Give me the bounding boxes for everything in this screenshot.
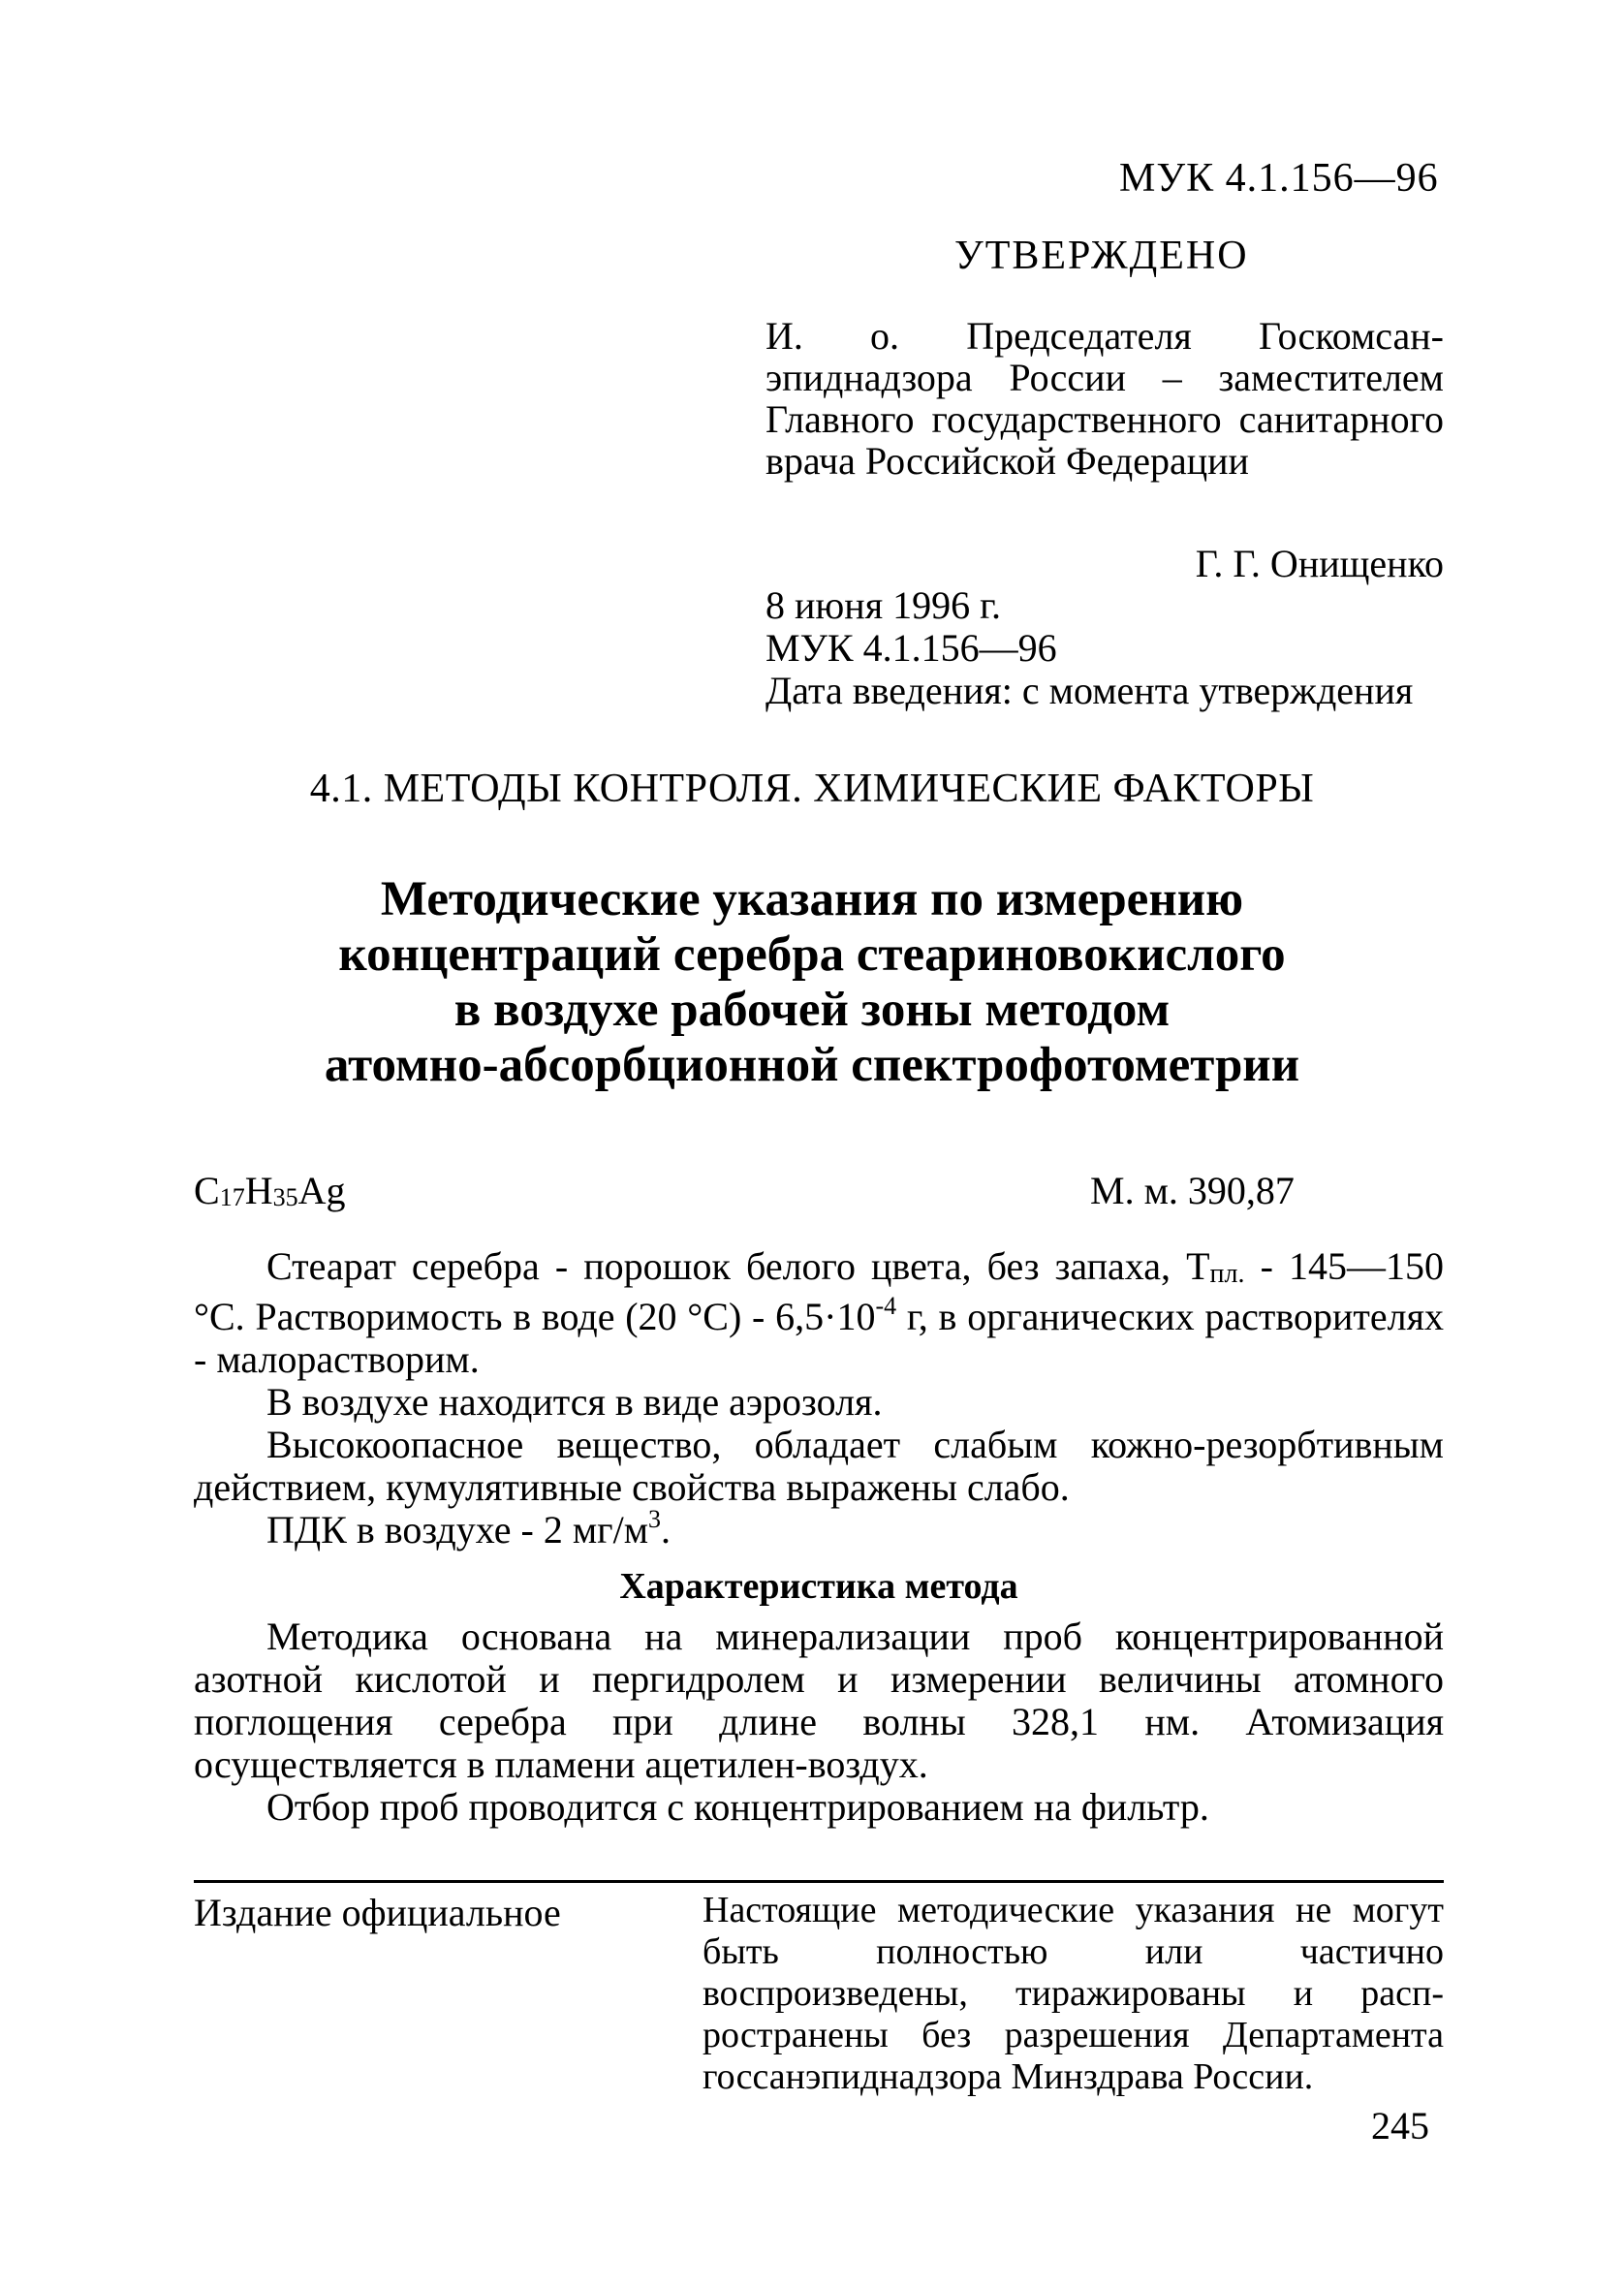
formula-index: 35 <box>272 1183 298 1211</box>
section-title: 4.1. МЕТОДЫ КОНТРОЛЯ. ХИМИЧЕСКИЕ ФАКТОРЫ <box>309 767 1315 811</box>
text-subscript: пл. <box>1209 1259 1245 1289</box>
text-run: . <box>661 1508 671 1552</box>
paragraph-method: Методика основана на минерализации проб концентрированной азотной кислотой и пергидролем и измерении величины атомного поглощения серебра при длине волны 328,1 нм. Атомизация осуществляется в пламени ацетилен-воздух. <box>194 1615 1444 1786</box>
edition-label: Издание официальное <box>194 1891 561 1934</box>
formula-element: C <box>194 1169 220 1212</box>
text-superscript: 3 <box>648 1505 662 1533</box>
formula-element: H <box>244 1169 273 1212</box>
paragraph-mac <box>194 1505 1444 1552</box>
text-run: - 145—150 °С. Растворимость в воде (20 °С) - 6,5·10 <box>194 1244 1444 1338</box>
molecular-mass: М. м. 390,87 <box>1090 1169 1295 1212</box>
chemical-formula <box>194 1168 345 1213</box>
text-superscript: -4 <box>875 1292 897 1320</box>
page-number: 245 <box>1371 2104 1429 2148</box>
paragraph-sampling: Отбор проб проводится с концентрированием на фильтр. <box>266 1785 1209 1829</box>
main-title <box>0 872 1624 1093</box>
formula-element: Ag <box>297 1169 346 1212</box>
approver-position: И. о. Председателя Госкомсанэпиднадзора России – заместителем Главного государственного санитарного врача Российской Федерации <box>765 314 1444 483</box>
approval-date: 8 июня 1996 г. <box>765 583 1001 627</box>
main-title-line: Методические указания по измерению <box>380 872 1244 926</box>
approval-stamp: УТВЕРЖДЕНО <box>954 234 1249 278</box>
main-title-line: в воздухе рабочей зоны методом <box>453 983 1171 1037</box>
footer-divider <box>194 1880 1444 1883</box>
formula-index: 17 <box>219 1183 245 1211</box>
document-code: МУК 4.1.156—96 <box>1119 156 1439 201</box>
document-code-repeat: МУК 4.1.156—96 <box>765 626 1057 670</box>
approval-details <box>765 584 1444 712</box>
main-title-line: концентраций серебра стеариновокислого <box>338 927 1286 982</box>
text-run: ПДК в воздухе - 2 мг/м <box>266 1508 649 1552</box>
text-run: Стеарат серебра - порошок белого цвета, без запаха, Т <box>266 1244 1210 1288</box>
body-text <box>194 1245 1444 1829</box>
signer-name: Г. Г. Онищенко <box>1195 542 1444 585</box>
copyright-notice: Настоящие методические указания не могут быть полностью или частично воспроизведены, тиражированы и распространены без разрешения Департамента госсанэпиднадзора Минздрава России. <box>703 1890 1444 2097</box>
main-title-line: атомно-абсорбционной спектрофотометрии <box>324 1038 1300 1092</box>
subheading-method: Характеристика метода <box>619 1566 1018 1607</box>
paragraph-description <box>194 1245 1444 1381</box>
paragraph-hazard: Высокоопасное вещество, обладает слабым кожно-резорбтивным действием, кумулятивные свойства выражены слабо. <box>194 1423 1444 1509</box>
paragraph-aerosol: В воздухе находится в виде аэрозоля. <box>266 1380 883 1424</box>
introduction-date: Дата введения: с момента утверждения <box>765 669 1414 712</box>
text-run: г, в органических растворителях - малорастворим. <box>194 1295 1445 1381</box>
